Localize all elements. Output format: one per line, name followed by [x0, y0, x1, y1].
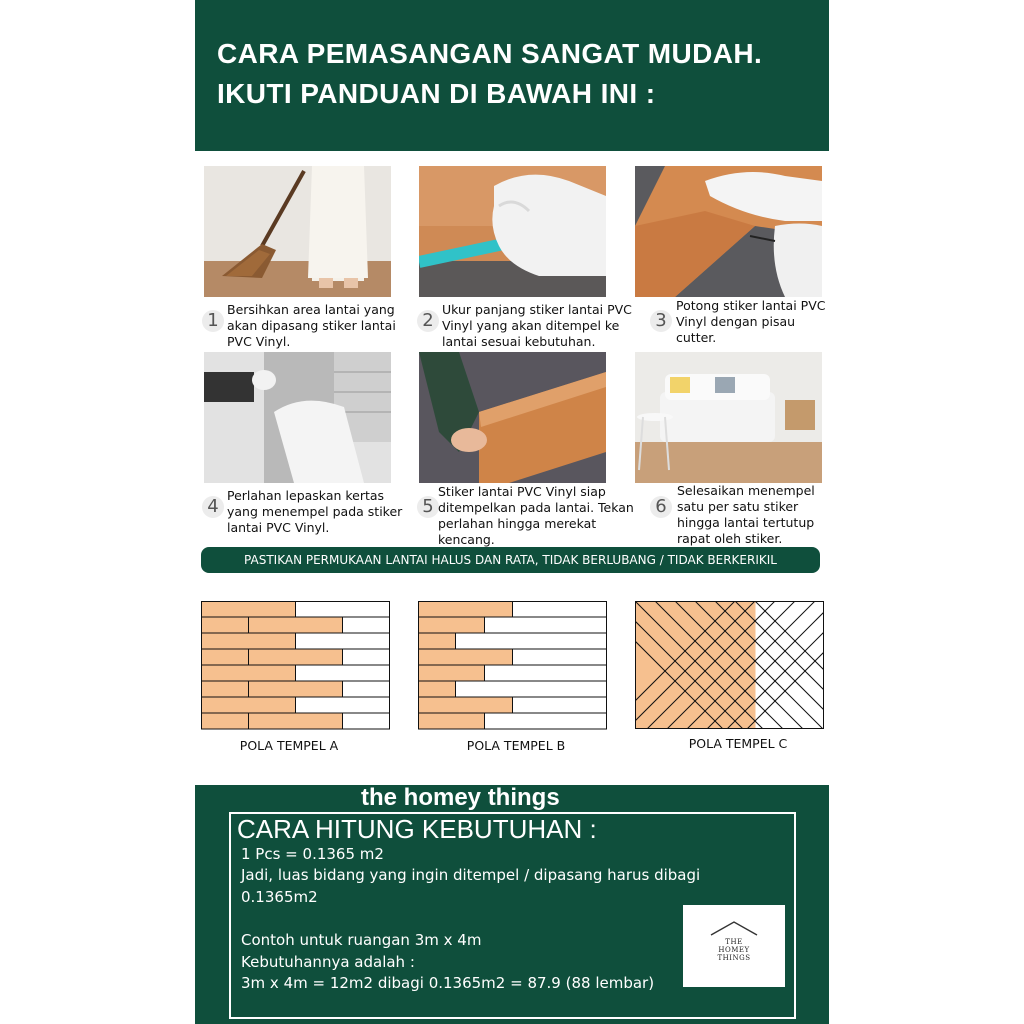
header-banner [195, 0, 829, 151]
surface-warning-banner: PASTIKAN PERMUKAAN LANTAI HALUS DAN RATA, TIDAK BERLUBANG / TIDAK BERKERIKIL [201, 547, 820, 573]
homey-things-logo [683, 905, 785, 987]
page-title [217, 34, 817, 114]
step-1-number: 1 [202, 310, 224, 332]
step-2-text: Ukur panjang stiker lantai PVC Vinyl yang akan ditempel ke lantai sesuai kebutuhan. [442, 302, 632, 349]
logo-text: THE HOMEY THINGS [717, 938, 751, 962]
step-5-number: 5 [417, 496, 439, 518]
step-4-text: Perlahan lepaskan kertas yang menempel pada stiker lantai PVC Vinyl. [227, 488, 403, 535]
calc-line-4: Contoh untuk ruangan 3m x 4m [241, 931, 482, 949]
step-2-photo [419, 166, 606, 297]
step-5-photo [419, 352, 606, 483]
step-3-number: 3 [650, 310, 672, 332]
title-line-1: CARA PEMASANGAN SANGAT MUDAH. [217, 38, 763, 69]
step-6-text: Selesaikan menempel satu per satu stiker hingga lantai tertutup rapat oleh stiker. [677, 483, 815, 546]
calc-line-3: 0.1365m2 [241, 888, 318, 906]
pattern-b-label: POLA TEMPEL B [466, 738, 566, 753]
step-6-photo [635, 352, 822, 483]
step-4-photo [204, 352, 391, 483]
step-4-number: 4 [202, 496, 224, 518]
pattern-a-diagram [201, 601, 391, 735]
step-2-number: 2 [417, 310, 439, 332]
step-1-text: Bersihkan area lantai yang akan dipasang stiker lantai PVC Vinyl. [227, 302, 396, 349]
pattern-a-label: POLA TEMPEL A [239, 738, 339, 753]
calc-line-2: Jadi, luas bidang yang ingin ditempel / dipasang harus dibagi [241, 866, 701, 884]
title-line-2: IKUTI PANDUAN DI BAWAH INI : [217, 78, 656, 109]
step-3-photo [635, 166, 822, 297]
pattern-b-diagram [418, 601, 608, 735]
calculation-title: CARA HITUNG KEBUTUHAN : [237, 814, 597, 844]
step-3-text: Potong stiker lantai PVC Vinyl dengan pisau cutter. [676, 298, 826, 345]
pattern-c-label: POLA TEMPEL C [688, 736, 788, 751]
house-roof-icon [711, 922, 757, 935]
step-5-text: Stiker lantai PVC Vinyl siap ditempelkan pada lantai. Tekan perlahan hingga merekat kencang. [438, 484, 634, 547]
calc-line-1: 1 Pcs = 0.1365 m2 [241, 845, 384, 863]
brand-name: the homey things [361, 784, 560, 811]
calc-line-6: 3m x 4m = 12m2 dibagi 0.1365m2 = 87.9 (88 lembar) [241, 974, 655, 992]
calc-line-5: Kebutuhannya adalah : [241, 953, 415, 971]
step-1-photo [204, 166, 391, 297]
pattern-c-diagram [635, 601, 825, 735]
step-6-number: 6 [650, 496, 672, 518]
